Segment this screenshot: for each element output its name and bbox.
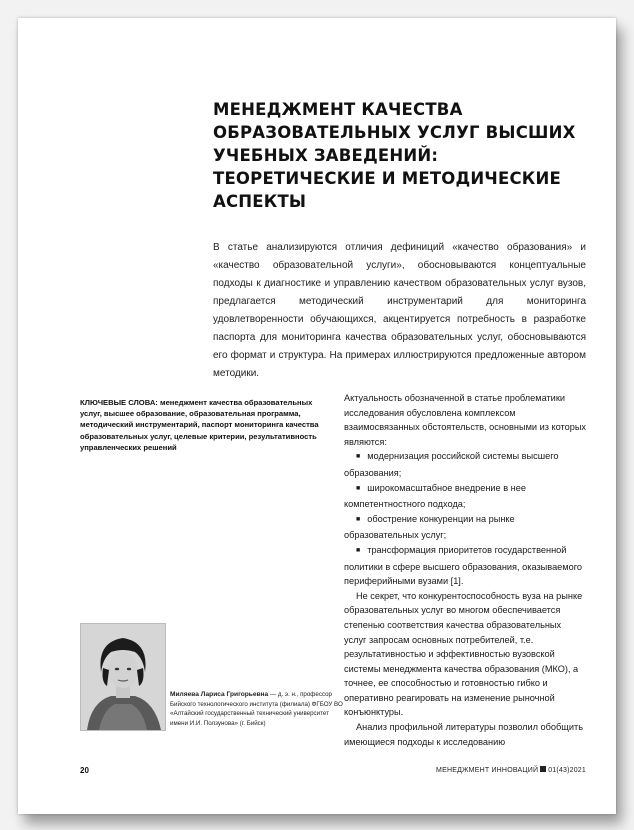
keywords-label: КЛЮЧЕВЫЕ СЛОВА: xyxy=(80,398,158,407)
body-column xyxy=(344,391,586,749)
journal-issue: 01(43)2021 xyxy=(548,767,586,774)
document-page xyxy=(18,18,616,814)
author-details: — д. э. н., профессор Бийского технологического института (филиала) ФГБОУ ВО «Алтайский государственный технический университет имени И.И. Ползунова» (г. Бийск) xyxy=(170,691,343,727)
bullet-item: ■ обострение конкуренции на рынке образовательных услуг; xyxy=(344,512,586,543)
body-paragraph: Не секрет, что конкурентоспособность вуза на рынке образовательных услуг во многом обеспечивается степенью соответствия качества образовательных услуг запросам основных потребителей, т.е. результативностью и эффективностью вузовской системы менеджмента качества образования (МКО), а точнее, ее способностью и готовностью гибко и оперативно реагировать на изменение рыночной конъюнктуры. xyxy=(344,590,583,718)
page-number: 20 xyxy=(80,766,89,775)
author-name: Миляева Лариса Григорьевна xyxy=(170,691,269,698)
article-abstract: В статье анализируются отличия дефиниций «качество образования» и «качество образовательной услуги», обосновываются концептуальные подходы к диагностике и управлению качеством образовательных услуг вузов, предлагается методический инструментарий для мониторинга удовлетворенности обучающихся, акцентируется потребность в разработке паспорта для мониторинга качества образовательных услуг, обосновываются его формат и структура. На примерах иллюстрируются предложенные автором методики. xyxy=(213,242,586,379)
separator-square-icon xyxy=(540,766,546,772)
journal-footer xyxy=(404,766,586,774)
journal-name: МЕНЕДЖМЕНТ ИННОВАЦИЙ xyxy=(436,767,539,774)
body-paragraph: Анализ профильной литературы позволил обобщить имеющиеся подходы к исследованию xyxy=(344,722,583,747)
author-info xyxy=(170,690,346,728)
bullet-item: ■ модернизация российской системы высшего образования; xyxy=(344,449,586,480)
bullet-item: ■ широкомасштабное внедрение в нее компетентностного подхода; xyxy=(344,481,586,512)
keywords-text: менеджмент качества образовательных услуг, высшее образование, образовательная программа, методический инструментарий, паспорт мониторинга качества образовательных услуг, целевые критерии, результативность управленческих решений xyxy=(80,398,319,452)
author-portrait-icon xyxy=(81,624,165,730)
bullet-item: ■ трансформация приоритетов государственной политики в сфере высшего образования, оказываемого периферийными вузами [1]. xyxy=(344,543,586,589)
author-photo xyxy=(80,623,166,731)
article-title: МЕНЕДЖМЕНТ КАЧЕСТВА ОБРАЗОВАТЕЛЬНЫХ УСЛУГ ВЫСШИХ УЧЕБНЫХ ЗАВЕДЕНИЙ: ТЕОРЕТИЧЕСКИЕ И МЕТОДИЧЕСКИЕ АСПЕКТЫ xyxy=(213,100,576,211)
body-paragraph: Актуальность обозначенной в статье проблематики исследования обусловлена комплексом взаимосвязанных обстоятельств, основными из которых являются: xyxy=(344,393,587,447)
keywords-block xyxy=(80,397,330,453)
